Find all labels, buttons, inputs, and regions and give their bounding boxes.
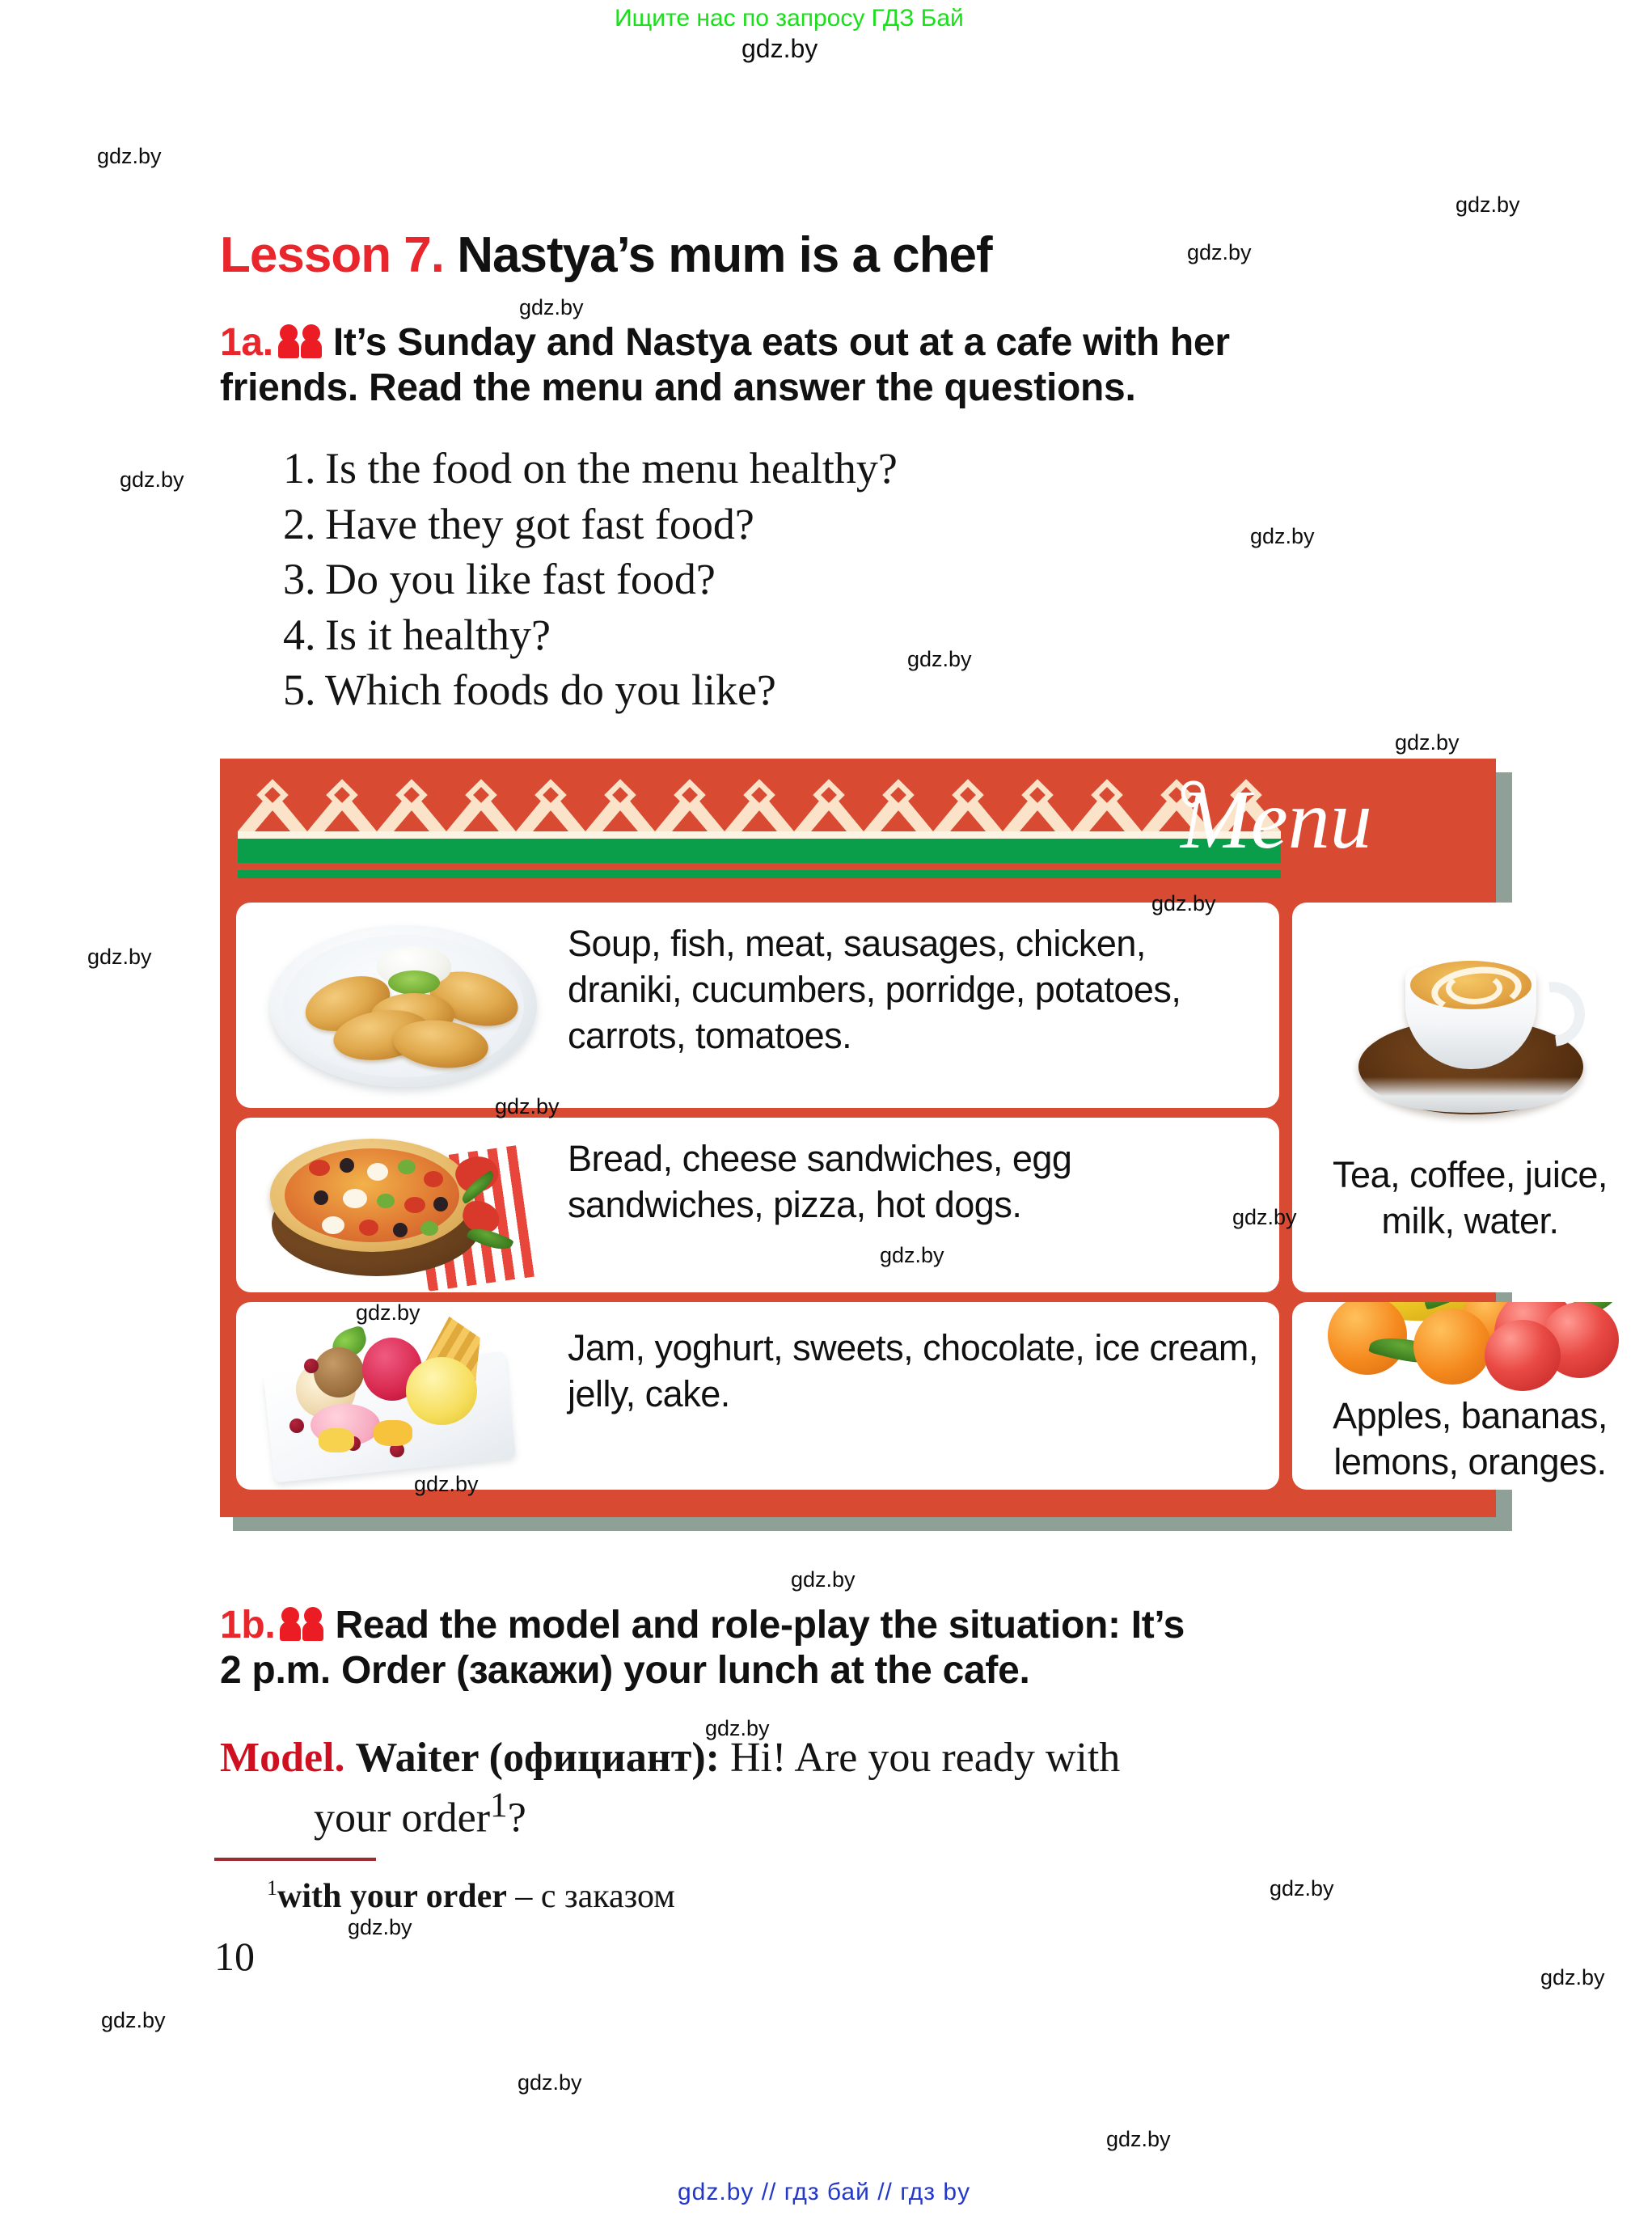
task-1b-number: 1b. (220, 1604, 276, 1647)
stripe-green-thin (238, 870, 1281, 878)
footnote-dash: – (515, 1878, 533, 1915)
list-item (283, 662, 898, 718)
menu-panel-text: Bread, cheese sandwiches, egg sandwiches, pizza, hot dogs. (568, 1138, 1072, 1226)
watermark: gdz.by (705, 1716, 770, 1740)
question-text: Is it healthy? (325, 610, 551, 659)
menu-panel-text: Apples, bananas, lemons, oranges. (1333, 1395, 1608, 1483)
list-item (283, 607, 898, 663)
task-1a-number: 1a. (220, 321, 273, 364)
watermark: gdz.by (356, 1300, 420, 1325)
page-title (220, 226, 992, 284)
ornament-unit (864, 776, 933, 831)
task-1b-line2: 2 p.m. Order (закажи) your lunch at the cafe. (220, 1648, 1030, 1692)
task-1a (220, 320, 1514, 410)
watermark: gdz.by (348, 1915, 412, 1939)
top-banner-site-text: gdz.by (741, 34, 818, 63)
question-text: Is the food on the menu healthy? (325, 444, 898, 493)
model-label: Model. (220, 1735, 345, 1781)
footnote-term: with your order (277, 1878, 507, 1915)
question-text: Do you like fast food? (325, 555, 716, 604)
menu-title (1174, 763, 1498, 877)
question-list (283, 441, 898, 718)
footer-links: gdz.by // гдз бай // гдз by (678, 2179, 971, 2205)
menu-panel-text: Soup, fish, meat, sausages, chicken, draniki, cucumbers, porridge, potatoes, carrots, tomatoes. (568, 923, 1181, 1057)
watermark: gdz.by (907, 647, 972, 671)
watermark: gdz.by (101, 2008, 166, 2032)
ornament-unit (1072, 776, 1142, 831)
ornament-unit (794, 776, 864, 831)
watermark: gdz.by (1151, 891, 1216, 915)
lesson-title: Nastya’s mum is a chef (457, 227, 992, 283)
list-item (283, 552, 898, 607)
ornament-unit (585, 776, 655, 831)
cappuccino-cup-photo (1358, 925, 1583, 1124)
pair-work-icon (280, 1607, 327, 1641)
watermark: gdz.by (87, 945, 152, 969)
draniki-plate-photo (270, 920, 537, 1092)
ornament-unit (725, 776, 794, 831)
watermark: gdz.by (1187, 240, 1252, 264)
top-banner-green-text: Ищите нас по запросу ГДЗ Бай (615, 5, 964, 32)
watermark: gdz.by (880, 1243, 944, 1267)
pair-work-icon (278, 324, 325, 358)
footnote-marker: 1 (267, 1876, 277, 1900)
model-line2-text: your order (314, 1795, 491, 1841)
ornament-unit (516, 776, 585, 831)
watermark: gdz.by (97, 144, 162, 168)
question-number: 4. (283, 610, 316, 659)
watermark: gdz.by (518, 2070, 582, 2095)
question-number: 3. (283, 555, 316, 604)
page-number: 10 (214, 1934, 255, 1979)
model-line1: Hi! Are you ready with (729, 1735, 1121, 1781)
ornament-unit (307, 776, 377, 831)
model-block (220, 1732, 1514, 1845)
list-item (283, 497, 898, 552)
stripe-white (238, 831, 1281, 839)
ice-cream-sundae-photo (268, 1313, 527, 1480)
watermark: gdz.by (495, 1094, 560, 1118)
watermark: gdz.by (519, 295, 584, 319)
watermark: gdz.by (414, 1472, 479, 1496)
ornament-unit (238, 776, 307, 831)
question-number: 2. (283, 499, 316, 548)
watermark: gdz.by (1106, 2127, 1171, 2151)
model-line2-end: ? (507, 1795, 526, 1841)
watermark: gdz.by (1540, 1965, 1605, 1989)
ornament-unit (933, 776, 1003, 831)
menu-panel-fruit (1292, 1302, 1648, 1490)
ornament-unit (1003, 776, 1072, 831)
menu-panel-bread-and-snacks (236, 1118, 1279, 1292)
ornament-unit (377, 776, 446, 831)
lesson-label: Lesson 7. (220, 227, 444, 283)
watermark: gdz.by (1395, 730, 1460, 755)
stripe-green (238, 839, 1281, 863)
model-line2 (314, 1784, 1514, 1845)
task-1b-line1: Read the model and role-play the situation: It’s (335, 1604, 1185, 1647)
menu-panel-text: Jam, yoghurt, sweets, chocolate, ice cream, jelly, cake. (568, 1327, 1258, 1415)
watermark: gdz.by (1456, 192, 1520, 217)
ornament-unit (655, 776, 725, 831)
model-speaker: Waiter (официант): (355, 1735, 720, 1781)
menu-panel-text: Tea, coffee, juice, milk, water. (1333, 1154, 1608, 1242)
list-item (283, 441, 898, 497)
watermark: gdz.by (1232, 1205, 1297, 1229)
menu-panel-drinks (1292, 903, 1648, 1292)
question-number: 1. (283, 444, 316, 493)
question-number: 5. (283, 666, 316, 715)
task-1a-line1: It’s Sunday and Nastya eats out at a cafe with her (332, 321, 1230, 364)
task-1a-line2: friends. Read the menu and answer the questions. (220, 366, 1136, 409)
watermark: gdz.by (1270, 1876, 1334, 1901)
watermark: gdz.by (791, 1567, 856, 1592)
ornament-unit (446, 776, 516, 831)
task-1b (220, 1603, 1514, 1693)
menu-panel-main-dishes (236, 903, 1279, 1108)
stripe-red (238, 863, 1281, 870)
pizza-board-photo (265, 1127, 532, 1286)
watermark: gdz.by (1250, 524, 1315, 548)
menu-panel-desserts (236, 1302, 1279, 1490)
svg-text:Menu: Menu (1181, 773, 1372, 866)
footnote (267, 1876, 675, 1916)
model-footnote-ref: 1 (490, 1786, 508, 1825)
footnote-translation: с заказом (540, 1878, 675, 1915)
question-text: Have they got fast food? (325, 499, 754, 548)
menu-card (220, 759, 1608, 1517)
question-text: Which foods do you like? (325, 666, 776, 715)
watermark: gdz.by (120, 467, 184, 492)
footnote-rule (214, 1858, 376, 1861)
